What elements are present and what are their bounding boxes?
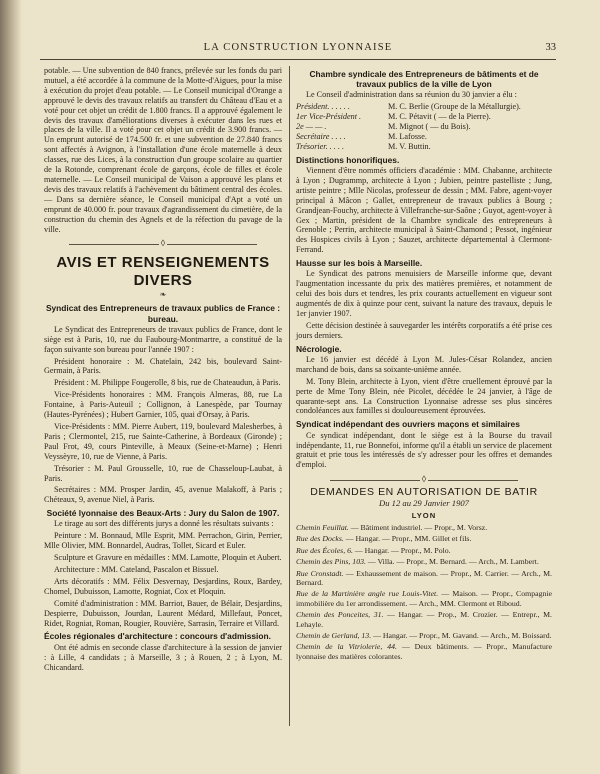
intro-paragraph: potable. — Une subvention de 840 francs, prélevée sur les fonds du pari mutuel, a été accordée à la commune de la Motte-d'Aigues, pour la mise à exécution du projet d'eau potable. — Le Conseil municipal d'Orange a approuvé le devis des travaux relatifs au transfert du Château d'Eau et a voté pour cet objet un crédit de 1.800 francs. Il a approuvé également le devis des travaux d'améliorations diverses à exécuter dans les rues et places de la ville. Il a voté pour cet objet un crédit de 3.900 francs. — Un emprunt autorisé de 174.500 fr. et une subvention de 27.840 francs sont affectés à Avignon, à l'installation d'une école maternelle à deux classes, rue des Lices, à la construction d'un groupe scolaire au quartier de la Rotonde, comprenant école de garçons, école de filles et école maternelle. — Le Conseil municipal de Vaison a approuvé les plans et devis des travaux relatifs à l'achèvement du bâtiment central des écoles. — Dans sa dernière séance, le Conseil municipal d'Apt a voté un emprunt de 40.000 fr. pour travaux d'agrandissement du cimetière, de la construction du chemin des Agnels et de la réfection du pavage de la ville.: [44, 66, 282, 234]
permit-street: Rue Cronstadt.: [296, 568, 344, 578]
hausse-paragraph: Le Syndicat des patrons menuisiers de Marseille informe que, devant l'augmentation incessante du prix des matières premières, et notamment de celui des bois durs et tendres, les prix courants actuellement en vigueur sont augmentés de dix à quinze pour cent, suivant la nature des travaux, depuis le 1er janvier 1907.: [296, 269, 552, 319]
ornament-icon: ❧: [159, 290, 167, 300]
demandes-dates: Du 12 au 29 Janvier 1907: [379, 498, 469, 509]
syndicat-line: Président honoraire : M. Chatelain, 242 bis, boulevard Saint-Germain, à Paris.: [44, 356, 282, 376]
chambre-role-row: [296, 112, 552, 122]
city-label: LYON: [411, 511, 437, 521]
page-binding-shadow: [0, 0, 22, 774]
chambre-heading: Chambre syndicale des Entrepreneurs de bâtiments et de travaux publics de la ville de Lyon: [309, 69, 539, 90]
syndicat-independant-heading: Syndicat indépendant des ouvriers maçons et similaires: [296, 419, 520, 430]
permit-entry: [296, 610, 552, 629]
beaux-arts-line: Le tirage au sort des différents jurys a donné les résultats suivants :: [54, 519, 274, 529]
beaux-arts-line: Sculpture et Gravure en médailles : MM. Lamotte, Ploquin et Aubert.: [54, 553, 282, 563]
demandes-heading: DEMANDES EN AUTORISATION DE BATIR: [310, 486, 538, 499]
syndicat-independant-paragraph: Ce syndicat indépendant, dont le siège est à la Bourse du travail indépendante, 11, rue Bonnefoi, informe qu'il a établi un service de placement gratuit et prie tous les intéressés de s'y adresser pour les offres et demandes d'emploi.: [296, 430, 552, 470]
hausse-paragraph: Cette décision destinée à sauvegarder les intérêts corporatifs a été prise ces jours derniers.: [296, 320, 552, 340]
permit-details: — Hangar. — Propr., MM. Gillet et fils.: [343, 534, 472, 544]
permit-details: — Maison. — Propr., Compagnie immobilière du 1er arrondissement. — Arch., MM. Clermont et Riboud.: [296, 589, 552, 608]
chambre-role-row: [296, 102, 552, 112]
role-label: Président. . . . . .: [296, 102, 350, 112]
syndicat-line: Vice-Présidents : MM. Pierre Aubert, 119, boulevard Malesherbes, à Paris ; Clermontel, 215, rue Sainte-Catherine, à Bordeaux (Gironde) ; Paul Frot, 49, cours Pinteville, à Meaux (Seine-et-Marne) ; Henri Veyssèyre, 10, rue de Vienne, à Paris.: [44, 421, 282, 461]
role-label: 1er Vice-Président .: [296, 112, 362, 122]
permit-details: — Exhaussement de maison. — Propr., M. Carrier. — Arch., M. Bernard.: [296, 568, 552, 587]
chambre-role-row: [296, 122, 552, 132]
permit-details: — Deux bâtiments. — Propr., Manufacture lyonnaise des matières colorantes.: [296, 642, 552, 661]
section-separator: ◊: [296, 474, 552, 484]
role-name: M. Lafosse.: [388, 132, 427, 142]
permit-entry: [296, 569, 552, 588]
distinctions-paragraph: Viennent d'être nommés officiers d'académie : MM. Chabanne, architecte à Lyon ; Dugrammp, architecte à Lyon ; Jubien, peintre pastelliste ; Jung, artiste peintre ; Mlle Nicolas, professeur de dessin ; MM. Fabre, agent-voyer principal à Mâcon ; Gallet, entrepreneur de travaux publics à Bourg ; Grandjean-Fouchy, architecte à Villefranche-sur-Saône ; Guyot, agent-voyer à Gex ; Martin, président de la Chambre syndicale des entrepreneurs à Grenoble ; Perrin, architecte municipal à Saint-Chamond ; Pessot, ingénieur des Hospices civils à Lyon ; Sauzet, architecte départemental à Clermont-Ferrand.: [296, 166, 552, 255]
section-separator: ◊: [44, 238, 282, 248]
permit-street: Chemin de la Vitriolerie, 44.: [296, 642, 398, 652]
permit-street: Rue des Docks.: [296, 534, 344, 544]
chambre-intro: Le Conseil d'administration dans sa réunion du 30 janvier a élu :: [306, 90, 517, 100]
page-number: 33: [545, 42, 556, 53]
permit-details: — Hangar. — Propr., M. Polo.: [352, 545, 451, 555]
permit-street: Rue des Écoles, 6.: [296, 545, 353, 555]
permit-street: Chemin Feuillat.: [296, 522, 349, 532]
permit-entry: [296, 642, 552, 661]
ecoles-paragraph: Ont été admis en seconde classe d'architecture à la session de janvier : à Lille, 4 candidats ; à Marseille, 3 ; à Rouen, 2 ; à Lyon, M. Chicandard.: [44, 642, 282, 672]
journal-title: LA CONSTRUCTION LYONNAISE: [203, 42, 393, 53]
syndicat-line: Secrétaires : MM. Prosper Jardin, 45, avenue Malakoff, à Paris ; Chéteaux, 9, avenue Niel, à Paris.: [44, 485, 282, 505]
permit-details: — Hangar. — Prop., M. Crozier. — Entrepr., M. Lehayle.: [296, 610, 552, 629]
syndicat-line: Vice-Présidents honoraires : MM. François Almeras, 88, rue La Fontaine, à Paris-Auteuil ; Collignon, à Lanespède, par Tournay (Hautes-Pyrénées) ; Hubert Garnier, 105, quai d'Orsay, à Paris.: [44, 390, 282, 420]
beaux-arts-line: Peinture : M. Bonnaud, Mlle Esprit, MM. Perrachon, Girin, Perrier, Mlle Olivier, MM. Bonnardel, Audras, Tollet, Sicard et Euler.: [44, 531, 282, 551]
syndicat-line: Le Syndicat des Entrepreneurs de travaux publics de France, dont le siège est à Paris, 10, rue du Faubourg-Montmartre, a constitué de la façon suivante son bureau pour l'année 1907 :: [44, 324, 282, 354]
left-column: [44, 66, 282, 674]
permit-street: Chemin des Pins, 103.: [296, 557, 366, 567]
distinctions-heading: Distinctions honorifiques.: [296, 154, 400, 165]
role-name: M. Mignot ( — du Bois).: [388, 122, 471, 132]
chambre-role-row: [296, 142, 552, 152]
permit-street: Rue de la Martinière angle rue Louis-Vitet.: [296, 589, 439, 599]
role-label: Trésorier. . . . .: [296, 141, 344, 151]
chambre-role-row: [296, 132, 552, 142]
permit-entry: [296, 534, 552, 543]
permit-entry: [296, 523, 552, 532]
syndicat-line: Trésorier : M. Paul Grousselle, 10, rue de Chasseloup-Laubat, à Paris.: [44, 463, 282, 483]
permit-street: Chemin de Gerland, 13.: [296, 631, 372, 640]
permit-details: — Villa. — Propr., M. Bernard. — Arch., M. Lambert.: [365, 557, 539, 567]
hausse-heading: Hausse sur les bois à Marseille.: [296, 258, 423, 269]
beaux-arts-line: Comité d'administration : MM. Barriot, Bauer, de Bélair, Desjardins, Despierre, Dubuisson, Jourdan, Laurent Médard, Millefaut, Poncet, Ridet, Rogniat, Roman, Rougier, Rouvière, Sarrasin, Terraire et Villard.: [44, 598, 282, 628]
beaux-arts-line: Arts décoratifs : MM. Félix Desvernay, Desjardins, Roux, Bardey, Chomel, Dubuisson, Lamotte, Rogniat, Cox et Ploquin.: [44, 576, 282, 596]
role-name: M. C. Pétavit ( — de la Pierre).: [388, 112, 491, 122]
role-name: M. V. Buttin.: [388, 141, 431, 151]
avis-heading: AVIS ET RENSEIGNEMENTS DIVERS: [56, 254, 270, 290]
syndicat-heading: Syndicat des Entrepreneurs de travaux publics de France : bureau.: [45, 303, 281, 324]
column-divider: [289, 66, 290, 726]
page-header: [40, 40, 556, 56]
permit-entry: [296, 589, 552, 608]
right-column: [296, 66, 552, 663]
role-label: Secrétaire . . . .: [296, 132, 346, 142]
permit-details: — Bâtiment industriel. — Propr., M. Vorsz.: [348, 522, 488, 532]
role-name: M. C. Berlie (Groupe de la Métallurgie).: [388, 102, 521, 112]
syndicat-line: Président : M. Philippe Fougerolle, 8 bis, rue de Chateaudun, à Paris.: [54, 378, 281, 388]
beaux-arts-line: Architecture : MM. Cateland, Pascalon et Bissuel.: [54, 565, 219, 575]
header-rule: [40, 59, 556, 60]
necrologie-paragraph: Le 16 janvier est décédé à Lyon M. Jules-César Rolandez, ancien marchand de bois, dans sa soixante-unième année.: [296, 354, 552, 374]
necrologie-paragraph: M. Tony Blein, architecte à Lyon, vient d'être cruellement éprouvé par la perte de Mme Tony Blein, née Picolet, décédée le 24 janvier, à l'âge de quarante-sept ans. La Construction Lyonnaise adresse ses plus sincères condoléances aux familles si douloureusement éprouvées.: [296, 376, 552, 416]
ecoles-heading: Écoles régionales d'architecture : concours d'admission.: [44, 631, 271, 642]
necrologie-heading: Nécrologie.: [296, 343, 342, 354]
permit-street: Chemin des Ponceites, 31.: [296, 610, 384, 620]
permit-entry: [296, 557, 552, 566]
role-label: 2e — — .: [296, 122, 327, 132]
permit-entry: [296, 631, 552, 640]
permit-entry: [296, 546, 552, 555]
beaux-arts-heading: Société lyonnaise des Beaux-Arts : Jury du Salon de 1907.: [46, 508, 280, 519]
permit-details: — Hangar. — Propr., M. Gavand. — Arch., M. Boissard.: [371, 631, 552, 640]
